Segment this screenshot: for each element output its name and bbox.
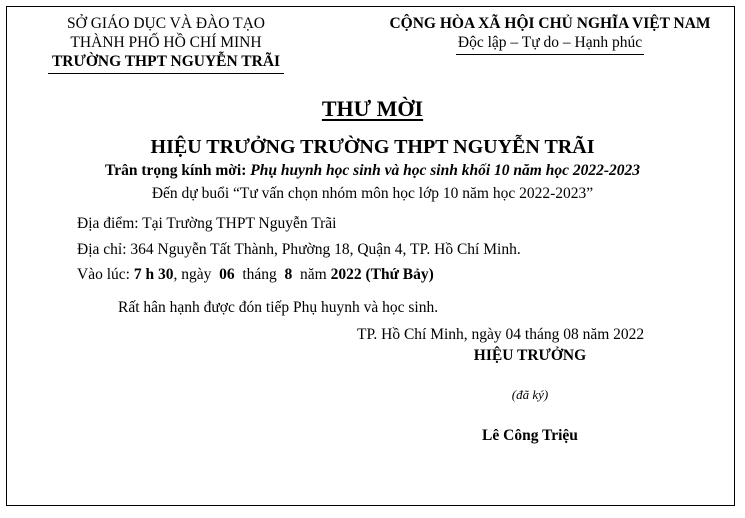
closing-line: Rất hân hạnh được đón tiếp Phụ huynh và học sinh. bbox=[118, 299, 439, 316]
principal-heading: HIỆU TRƯỞNG TRƯỜNG THPT NGUYỄN TRÃI bbox=[150, 136, 595, 158]
header-right bbox=[370, 14, 730, 55]
invitation-line bbox=[0, 162, 745, 180]
time-hour: 7 h 30 bbox=[133, 266, 174, 283]
time-month-label: tháng bbox=[242, 266, 277, 283]
time-weekday: (Thứ Bảy) bbox=[365, 266, 434, 283]
address-line: Địa chỉ: 364 Nguyễn Tất Thành, Phường 18, Quận 4, TP. Hồ Chí Minh. bbox=[77, 241, 521, 258]
time-day-label: , ngày bbox=[173, 266, 212, 283]
school-name: TRƯỜNG THPT NGUYỄN TRÃI bbox=[51, 53, 281, 70]
national-motto: Độc lập – Tự do – Hạnh phúc bbox=[457, 34, 643, 51]
header-left-underline bbox=[48, 73, 284, 74]
department-name: SỞ GIÁO DỤC VÀ ĐÀO TẠO bbox=[67, 15, 265, 32]
time-day: 06 bbox=[219, 266, 235, 283]
republic-name: CỘNG HÒA XÃ HỘI CHỦ NGHĨA VIỆT NAM bbox=[389, 15, 711, 32]
signed-note: (đã ký) bbox=[511, 387, 549, 402]
document-title: THƯ MỜI bbox=[321, 96, 424, 121]
time-year-label: năm bbox=[300, 266, 327, 283]
time-line bbox=[77, 266, 434, 284]
signer-name: Lê Công Triệu bbox=[482, 427, 578, 444]
header-left bbox=[20, 14, 312, 74]
location-line: Địa điểm: Tại Trường THPT Nguyễn Trãi bbox=[77, 215, 337, 232]
city-name: THÀNH PHỐ HỒ CHÍ MINH bbox=[70, 34, 262, 51]
signer-role: HIỆU TRƯỞNG bbox=[473, 347, 587, 364]
time-label: Vào lúc: bbox=[77, 266, 130, 283]
time-year: 2022 bbox=[330, 266, 362, 283]
motto-underline bbox=[456, 54, 644, 55]
event-line: Đến dự buổi “Tư vấn chọn nhóm môn học lớp 10 năm học 2022-2023” bbox=[151, 185, 594, 202]
time-month: 8 bbox=[284, 266, 293, 283]
invitation-audience: Phụ huynh học sinh và học sinh khối 10 năm học 2022-2023 bbox=[250, 162, 640, 179]
invitation-label: Trân trọng kính mời: bbox=[105, 162, 247, 179]
place-date: TP. Hồ Chí Minh, ngày 04 tháng 08 năm 2022 bbox=[357, 326, 645, 343]
